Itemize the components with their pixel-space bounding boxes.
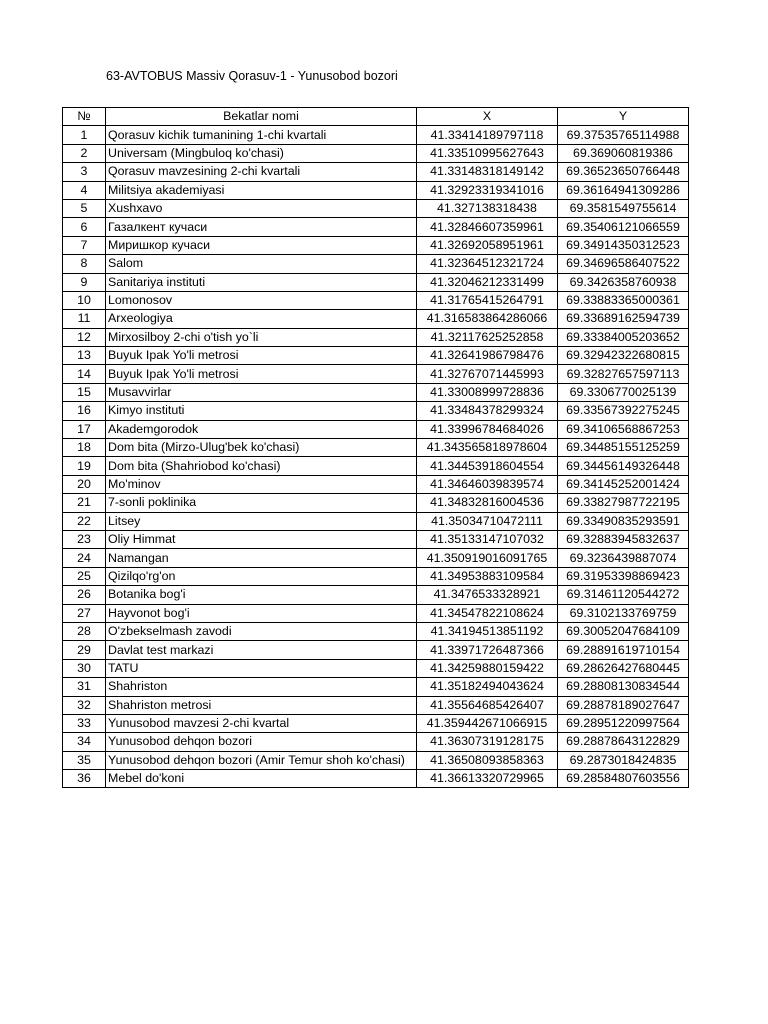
cell-x: 41.36508093858363 [417,751,558,769]
cell-stop-name: Yunusobod dehqon bozori [106,733,417,751]
cell-number: 15 [63,383,106,401]
cell-y: 69.33567392275245 [558,402,689,420]
cell-y: 69.34485155125259 [558,439,689,457]
table-header-row [63,108,689,126]
cell-number: 3 [63,163,106,181]
cell-stop-name: Dom bita (Shahriobod ko'chasi) [106,457,417,475]
cell-x: 41.33148318149142 [417,163,558,181]
cell-stop-name: Shahriston [106,678,417,696]
cell-stop-name: Akademgorodok [106,420,417,438]
cell-stop-name: 7-sonli poklinika [106,494,417,512]
cell-stop-name: Hayvonot bog'i [106,604,417,622]
cell-stop-name: Yunusobod mavzesi 2-chi kvartal [106,714,417,732]
cell-x: 41.32692058951961 [417,236,558,254]
table-row [63,567,689,585]
cell-stop-name: Mebel do'koni [106,770,417,788]
cell-number: 34 [63,733,106,751]
table-row [63,714,689,732]
cell-stop-name: Kimyo instituti [106,402,417,420]
cell-x: 41.32046212331499 [417,273,558,291]
cell-x: 41.32767071445993 [417,365,558,383]
header-number: № [63,108,106,126]
cell-x: 41.3476533328921 [417,586,558,604]
cell-x: 41.34646039839574 [417,475,558,493]
cell-x: 41.35133147107032 [417,530,558,548]
table-row [63,439,689,457]
table-row [63,770,689,788]
table-row [63,402,689,420]
cell-y: 69.34145252001424 [558,475,689,493]
cell-stop-name: O'zbekselmash zavodi [106,622,417,640]
table-row [63,126,689,144]
cell-stop-name: Yunusobod dehqon bozori (Amir Temur shoh ko'chasi) [106,751,417,769]
table-row [63,218,689,236]
cell-x: 41.34194513851192 [417,622,558,640]
cell-number: 27 [63,604,106,622]
page-title: 63-AVTOBUS Massiv Qorasuv-1 - Yunusobod bozori [106,69,398,83]
table-row [63,365,689,383]
cell-x: 41.350919016091765 [417,549,558,567]
header-y: Y [558,108,689,126]
cell-number: 29 [63,641,106,659]
cell-stop-name: Lomonosov [106,291,417,309]
cell-y: 69.31461120544272 [558,586,689,604]
cell-y: 69.2873018424835 [558,751,689,769]
cell-x: 41.33414189797118 [417,126,558,144]
cell-stop-name: Namangan [106,549,417,567]
cell-x: 41.33484378299324 [417,402,558,420]
table-row [63,659,689,677]
cell-x: 41.35034710472111 [417,512,558,530]
table-row [63,549,689,567]
table-row [63,291,689,309]
cell-x: 41.36307319128175 [417,733,558,751]
cell-number: 33 [63,714,106,732]
cell-x: 41.34953883109584 [417,567,558,585]
table-row [63,199,689,217]
table-row [63,255,689,273]
cell-stop-name: Qorasuv mavzesining 2-chi kvartali [106,163,417,181]
cell-y: 69.34106568867253 [558,420,689,438]
cell-number: 22 [63,512,106,530]
cell-stop-name: Миришкор кучаси [106,236,417,254]
cell-x: 41.33971726487366 [417,641,558,659]
table-row [63,494,689,512]
cell-number: 16 [63,402,106,420]
cell-y: 69.31953398869423 [558,567,689,585]
cell-stop-name: Universam (Mingbuloq ko'chasi) [106,144,417,162]
cell-number: 1 [63,126,106,144]
table-row [63,328,689,346]
cell-number: 13 [63,347,106,365]
cell-x: 41.35564685426407 [417,696,558,714]
cell-y: 69.36523650766448 [558,163,689,181]
table-row [63,163,689,181]
table-row [63,641,689,659]
table-row [63,622,689,640]
cell-y: 69.37535765114988 [558,126,689,144]
cell-y: 69.32942322680815 [558,347,689,365]
cell-x: 41.32846607359961 [417,218,558,236]
cell-stop-name: Qizilqo'rg'on [106,567,417,585]
cell-x: 41.35182494043624 [417,678,558,696]
cell-y: 69.369060819386 [558,144,689,162]
cell-stop-name: Militsiya akademiyasi [106,181,417,199]
cell-x: 41.34547822108624 [417,604,558,622]
cell-y: 69.28878643122829 [558,733,689,751]
cell-number: 25 [63,567,106,585]
cell-x: 41.32641986798476 [417,347,558,365]
cell-number: 36 [63,770,106,788]
cell-y: 69.36164941309286 [558,181,689,199]
cell-stop-name: Mirxosilboy 2-chi o'tish yo`li [106,328,417,346]
cell-stop-name: Qorasuv kichik tumanining 1-chi kvartali [106,126,417,144]
cell-stop-name: Dom bita (Mirzo-Ulug'bek ko'chasi) [106,439,417,457]
table-row [63,586,689,604]
table-row [63,751,689,769]
cell-stop-name: Davlat test markazi [106,641,417,659]
cell-number: 24 [63,549,106,567]
cell-y: 69.33490835293591 [558,512,689,530]
cell-stop-name: Buyuk Ipak Yo'li metrosi [106,365,417,383]
cell-y: 69.3581549755614 [558,199,689,217]
cell-y: 69.28808130834544 [558,678,689,696]
cell-number: 8 [63,255,106,273]
cell-x: 41.34259880159422 [417,659,558,677]
cell-y: 69.34914350312523 [558,236,689,254]
cell-number: 6 [63,218,106,236]
cell-stop-name: Sanitariya instituti [106,273,417,291]
table-row [63,604,689,622]
cell-number: 9 [63,273,106,291]
cell-stop-name: Arxeologiya [106,310,417,328]
table-row [63,696,689,714]
cell-number: 18 [63,439,106,457]
cell-number: 21 [63,494,106,512]
cell-y: 69.28951220997564 [558,714,689,732]
table-row [63,236,689,254]
table-row [63,512,689,530]
cell-y: 69.28891619710154 [558,641,689,659]
cell-y: 69.32827657597113 [558,365,689,383]
cell-number: 10 [63,291,106,309]
table-row [63,733,689,751]
cell-stop-name: Oliy Himmat [106,530,417,548]
cell-x: 41.343565818978604 [417,439,558,457]
cell-number: 26 [63,586,106,604]
cell-number: 20 [63,475,106,493]
cell-y: 69.3426358760938 [558,273,689,291]
cell-number: 12 [63,328,106,346]
cell-stop-name: Mo'minov [106,475,417,493]
cell-x: 41.33008999728836 [417,383,558,401]
cell-y: 69.35406121066559 [558,218,689,236]
cell-number: 19 [63,457,106,475]
table-row [63,347,689,365]
cell-y: 69.33689162594739 [558,310,689,328]
table-row [63,144,689,162]
cell-y: 69.33827987722195 [558,494,689,512]
cell-stop-name: Xushxavo [106,199,417,217]
cell-number: 35 [63,751,106,769]
cell-number: 5 [63,199,106,217]
cell-x: 41.34453918604554 [417,457,558,475]
cell-number: 28 [63,622,106,640]
cell-number: 17 [63,420,106,438]
cell-y: 69.28626427680445 [558,659,689,677]
cell-stop-name: Musavvirlar [106,383,417,401]
header-x: X [417,108,558,126]
cell-number: 4 [63,181,106,199]
table-row [63,181,689,199]
cell-stop-name: TATU [106,659,417,677]
cell-number: 23 [63,530,106,548]
table-row [63,383,689,401]
cell-x: 41.316583864286066 [417,310,558,328]
cell-number: 7 [63,236,106,254]
cell-x: 41.32117625252858 [417,328,558,346]
cell-y: 69.28878189027647 [558,696,689,714]
cell-x: 41.32364512321724 [417,255,558,273]
cell-y: 69.33883365000361 [558,291,689,309]
cell-stop-name: Litsey [106,512,417,530]
cell-number: 32 [63,696,106,714]
cell-y: 69.33384005203652 [558,328,689,346]
table-row [63,457,689,475]
cell-x: 41.33510995627643 [417,144,558,162]
cell-x: 41.36613320729965 [417,770,558,788]
cell-y: 69.32883945832637 [558,530,689,548]
cell-stop-name: Salom [106,255,417,273]
cell-number: 2 [63,144,106,162]
cell-number: 31 [63,678,106,696]
cell-x: 41.33996784684026 [417,420,558,438]
cell-y: 69.3306770025139 [558,383,689,401]
cell-y: 69.30052047684109 [558,622,689,640]
cell-y: 69.3236439887074 [558,549,689,567]
table-row [63,678,689,696]
bus-stops-table [62,107,689,788]
cell-y: 69.28584807603556 [558,770,689,788]
table-row [63,530,689,548]
cell-x: 41.31765415264791 [417,291,558,309]
cell-y: 69.3102133769759 [558,604,689,622]
cell-x: 41.34832816004536 [417,494,558,512]
cell-x: 41.359442671066915 [417,714,558,732]
cell-x: 41.327138318438 [417,199,558,217]
cell-number: 30 [63,659,106,677]
cell-stop-name: Газалкент кучаси [106,218,417,236]
table-row [63,310,689,328]
cell-stop-name: Botanika bog'i [106,586,417,604]
table-row [63,475,689,493]
cell-number: 14 [63,365,106,383]
cell-y: 69.34456149326448 [558,457,689,475]
cell-x: 41.32923319341016 [417,181,558,199]
header-stop-name: Bekatlar nomi [106,108,417,126]
cell-stop-name: Buyuk Ipak Yo'li metrosi [106,347,417,365]
cell-y: 69.34696586407522 [558,255,689,273]
cell-stop-name: Shahriston metrosi [106,696,417,714]
cell-number: 11 [63,310,106,328]
table-row [63,273,689,291]
table-row [63,420,689,438]
